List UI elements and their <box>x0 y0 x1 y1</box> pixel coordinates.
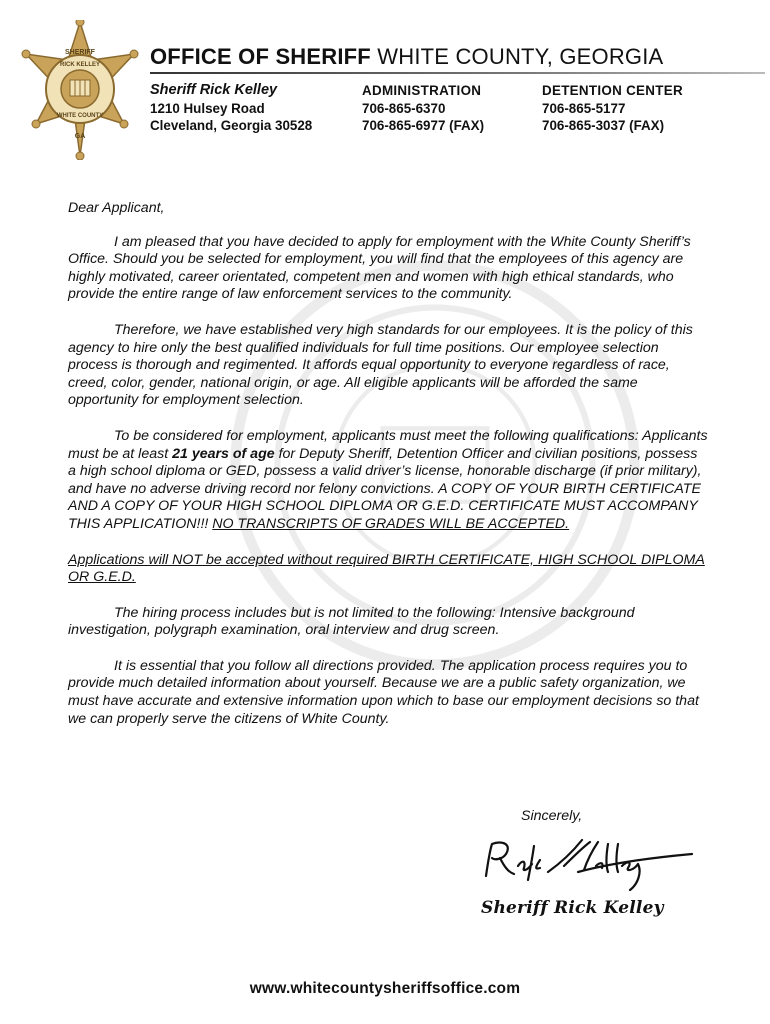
badge-text-county: WHITE COUNTY <box>56 113 104 119</box>
paragraph-5: The hiring process includes but is not limited to the following: Intensive background investigation, polygraph examination, oral interview and drug screen. <box>68 604 635 639</box>
paragraph-6: It is essential that you follow all directions provided. The application process requires you to provide much detailed information about yourself. Because we are a public safety organization, we must have accurate and extensive information upon which to base our employment decisions so that we can properly serve the citizens of White County. <box>68 657 699 727</box>
detention-heading: DETENTION CENTER <box>542 83 683 98</box>
administration-phone: 706-865-6370 <box>362 100 446 116</box>
letterhead-title-bold: OFFICE OF SHERIFF <box>150 44 371 69</box>
administration-heading: ADMINISTRATION <box>362 83 482 98</box>
salutation: Dear Applicant, <box>68 200 165 216</box>
age-requirement: 21 years of age <box>172 445 275 462</box>
detention-fax: 706-865-3037 (FAX) <box>542 118 665 133</box>
sheriff-contact-block <box>150 82 312 135</box>
administration-contact-block <box>362 82 484 135</box>
paragraph-1: I am pleased that you have decided to apply for employment with the White County Sheriff’s Office. Should you be selected for employment, you will find that the employees of this agency are highly motivated, career orientated, competent men and women with high ethical standards, who provide the entire range of law enforcement services to the community. <box>68 233 691 303</box>
letterhead-title-rest: WHITE COUNTY, GEORGIA <box>370 44 664 69</box>
sheriff-name: Sheriff Rick Kelley <box>150 82 278 98</box>
paragraph-3 <box>68 428 708 534</box>
handwritten-signature <box>478 836 698 892</box>
badge-text-name: RICK KELLEY <box>59 62 101 68</box>
badge-text-top: SHERIFF <box>65 49 95 56</box>
address-line-1: 1210 Hulsey Road <box>150 100 265 116</box>
paragraph-3-part-a: To be considered for employment, applicants must meet the following qualifications: Applicants must be at least <box>68 427 708 462</box>
letter-body <box>68 200 708 746</box>
header-divider <box>150 72 765 74</box>
footer-website: www.whitecountysheriffsoffice.com <box>249 980 521 997</box>
paragraph-4-requirement-notice: Applications will NOT be accepted without required BIRTH CERTIFICATE, HIGH SCHOOL DIPLOMA OR G.E.D. <box>68 551 705 586</box>
letterhead-title <box>150 44 663 70</box>
address-line-2: Cleveland, Georgia 30528 <box>150 118 313 133</box>
paragraph-3-part-b: for Deputy Sheriff, Detention Officer and civilian positions, possess a high school diploma or GED, possess a valid driver’s license, honorable discharge (if prior military), and have no adverse driving record nor felony convictions. A COPY OF YOUR BIRTH CERTIFICATE AND A COPY OF YOUR HIGH SCHOOL DIPLOMA OR G.E.D. CERTIFICATE MUST ACCOMPANY THIS APPLICATION!!! <box>68 445 702 532</box>
administration-fax: 706-865-6977 (FAX) <box>362 118 485 133</box>
detention-phone: 706-865-5177 <box>542 100 626 116</box>
no-transcripts-notice: NO TRANSCRIPTS OF GRADES WILL BE ACCEPTED. <box>212 515 570 532</box>
closing: Sincerely, <box>521 808 583 824</box>
signed-name: Sheriff Rick Kelley <box>481 898 664 918</box>
badge-text-state: GA <box>74 133 86 140</box>
sheriff-badge-logo <box>20 20 140 160</box>
paragraph-2: Therefore, we have established very high standards for our employees. It is the policy of this agency to hire only the best qualified individuals for full time positions. Our employee selection process is thorough and regimented. It affords equal opportunity to everyone regardless of race, creed, color, gender, national origin, or age. All eligible applicants will be afforded the same opportunity for employment selection. <box>68 321 693 409</box>
detention-contact-block <box>542 82 683 135</box>
